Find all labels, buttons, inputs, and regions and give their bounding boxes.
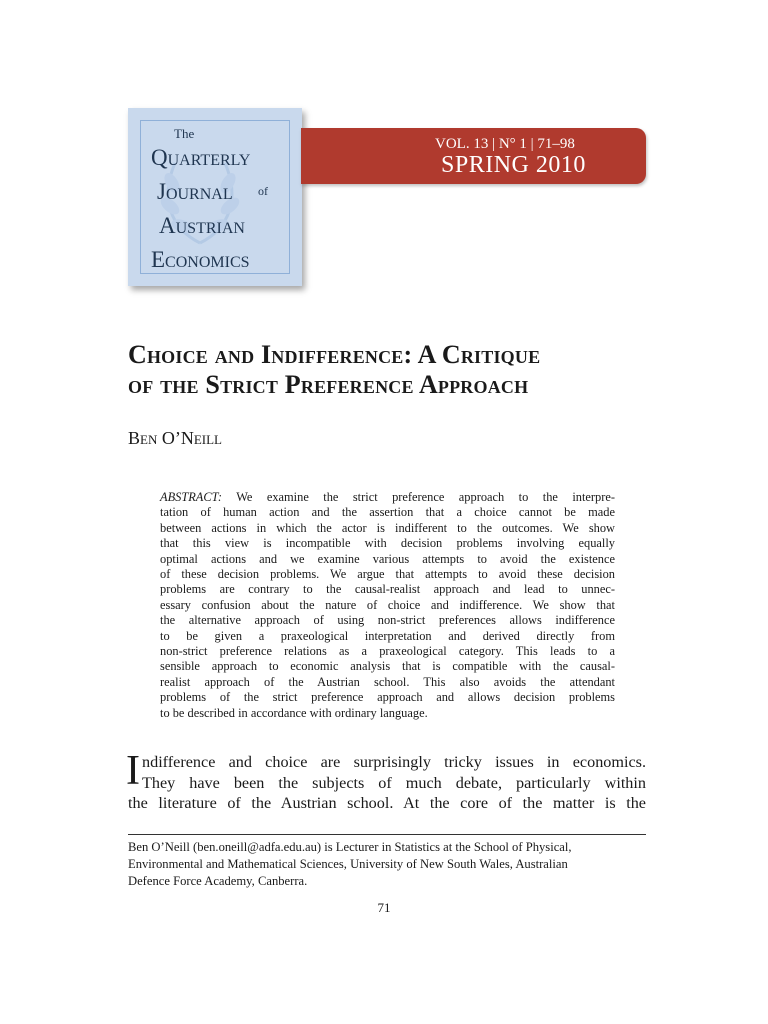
footnote-line: Ben O’Neill (ben.oneill@adfa.edu.au) is Lecturer in Statistics at the School of Physical,	[128, 840, 572, 854]
drop-cap: I	[126, 748, 140, 794]
issue-banner	[301, 128, 646, 184]
abstract	[160, 490, 615, 721]
journal-quarterly: Quarterly	[151, 145, 251, 170]
article-title	[128, 340, 668, 400]
body-paragraph	[126, 748, 646, 814]
abstract-line: tation of human action and the assertion that a choice cannot be made	[160, 505, 615, 520]
journal-the: The	[174, 126, 195, 141]
article-author: Ben O’Neill	[128, 428, 222, 448]
journal-logo	[128, 108, 302, 286]
journal-name	[128, 108, 302, 286]
journal-austrian: Austrian	[159, 213, 245, 238]
abstract-line: problems are contrary to the causal-realist approach and lead to unnec-	[160, 582, 615, 597]
abstract-line: sensible approach to economic analysis that is compatible with the causal-	[160, 659, 615, 674]
abstract-line: optimal actions and we examine various attempts to avoid the existence	[160, 551, 615, 566]
issue-season: SPRING 2010	[441, 152, 586, 178]
abstract-line	[160, 490, 615, 505]
abstract-line: that this view is incompatible with decision problems involving equally	[160, 536, 615, 551]
title-line: Choice and Indifference: A Critique	[128, 340, 541, 369]
abstract-label: ABSTRACT:	[160, 490, 222, 504]
abstract-line: the alternative approach of using non-strict preferences allows indifference	[160, 613, 615, 628]
title-line: of the Strict Preference Approach	[128, 370, 529, 399]
footnote-line: Defence Force Academy, Canberra.	[128, 874, 308, 888]
abstract-text: We examine the strict preference approach to the interpre-	[221, 490, 615, 504]
abstract-line: problems of the strict preference approach and allows decision problems	[160, 690, 615, 705]
abstract-line: to be described in accordance with ordinary language.	[160, 705, 428, 720]
page-number: 71	[377, 900, 391, 915]
abstract-line: between actions in which the actor is indifferent to the outcomes. We show	[160, 520, 615, 535]
abstract-line: non-strict preference relations as a praxeological category. This leads to a	[160, 644, 615, 659]
footnote-line: Environmental and Mathematical Sciences, University of New South Wales, Australian	[128, 857, 568, 871]
journal-journal: Journal	[157, 179, 233, 204]
abstract-line: of these decision problems. We argue that attempts to avoid these decision	[160, 567, 615, 582]
author-footnote	[128, 839, 646, 890]
journal-of: of	[258, 184, 268, 198]
body-line: ndifference and choice are surprisingly tricky issues in economics.	[142, 753, 646, 771]
abstract-line: to be given a praxeological interpretation and derived directly from	[160, 628, 615, 643]
abstract-line: essary confusion about the nature of choice and indifference. We show that	[160, 597, 615, 612]
issue-volume: VOL. 13 | N° 1 | 71–98	[435, 136, 575, 152]
journal-economics: Economics	[151, 247, 250, 272]
body-line: the literature of the Austrian school. At the core of the matter is the	[128, 794, 646, 812]
footnote-rule	[128, 834, 646, 835]
body-line: They have been the subjects of much debate, particularly within	[142, 773, 646, 792]
abstract-line: realist approach of the Austrian school. This also avoids the attendant	[160, 674, 615, 689]
